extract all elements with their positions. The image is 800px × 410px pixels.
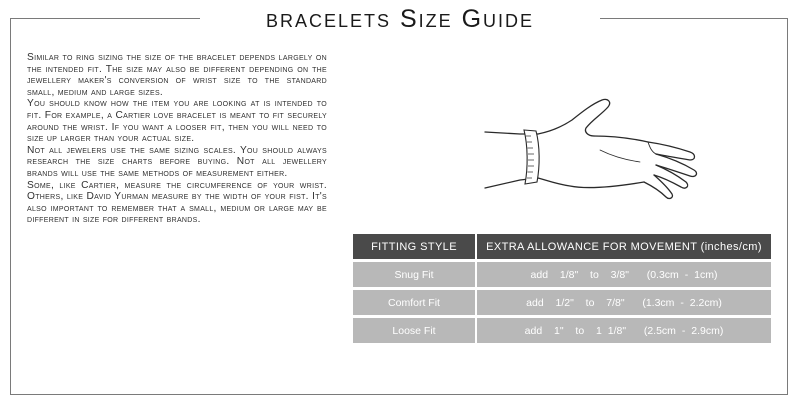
size-table	[353, 234, 771, 343]
row-allowance	[477, 259, 771, 287]
title-wrap	[200, 4, 600, 34]
row-allowance-text: add 1/8" to 3/8" (0.3cm - 1cm)	[530, 268, 718, 281]
row-style: Snug Fit	[353, 259, 477, 287]
table-header-row	[353, 234, 771, 259]
paragraph-3: Not all jewelers use the same sizing scales. You should always research the size charts before buying. Not all jewellery brands will use the same methods of measurement either.	[27, 144, 327, 179]
paragraph-4: Some, like Cartier, measure the circumference of your wrist. Others, like David Yurman measure by the width of your fist. It's also important to remember that a small, medium or large may be different in size for different brands.	[27, 179, 327, 226]
row-style: Comfort Fit	[353, 287, 477, 315]
row-allowance-text: add 1" to 1 1/8" (2.5cm - 2.9cm)	[524, 324, 724, 337]
body-text	[27, 52, 327, 226]
page-title: bracelets Size Guide	[265, 5, 535, 33]
table-row	[353, 259, 771, 287]
header-allowance: EXTRA ALLOWANCE FOR MOVEMENT (inches/cm)	[477, 234, 771, 259]
row-allowance	[477, 287, 771, 315]
row-allowance	[477, 315, 771, 343]
table-row	[353, 315, 771, 343]
paragraph-1: Similar to ring sizing the size of the bracelet depends largely on the intended fit. The size may also be different depending on the jewellery maker's conversion of wrist size to the standard small, medium and large sizes.	[27, 52, 327, 98]
measuring-tape	[524, 130, 539, 184]
hand-wrist-measuring-tape-icon	[480, 90, 720, 215]
row-style: Loose Fit	[353, 315, 477, 343]
paragraph-2: You should know how the item you are looking at is intended to fit. For example, a Cartier love bracelet is meant to fit securely around the wrist. If you want a looser fit, then you will need to size up larger than your actual size.	[27, 98, 327, 145]
table-row	[353, 287, 771, 315]
header-fitting-style: FITTING STYLE	[353, 234, 477, 259]
row-allowance-text: add 1/2" to 7/8" (1.3cm - 2.2cm)	[526, 296, 722, 309]
